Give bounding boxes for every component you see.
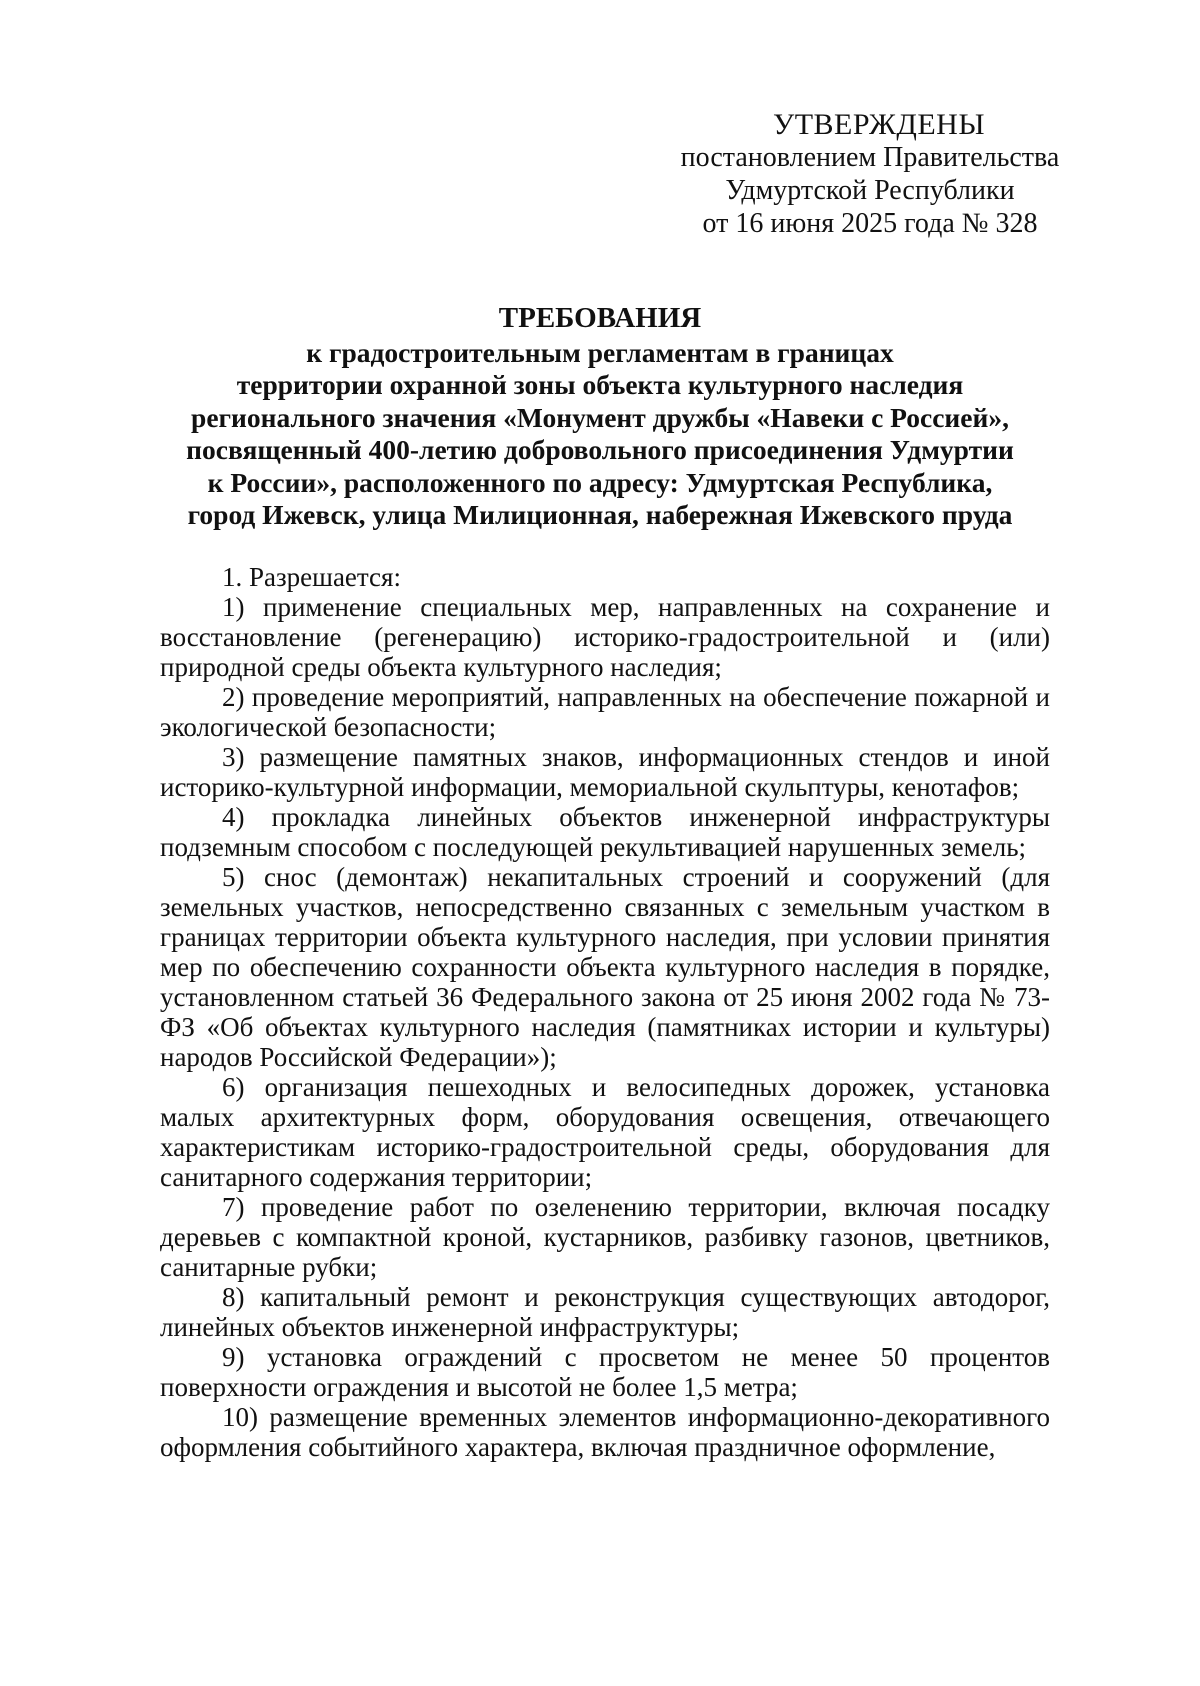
title-line: к России», расположенного по адресу: Удмуртская Республика, [207, 466, 993, 498]
approval-line-1: постановлением Правительства [680, 142, 1060, 173]
list-item: 7) проведение работ по озеленению территории, включая посадку деревьев с компактной кроной, кустарников, разбивку газонов, цветников, санитарные рубки; [160, 1192, 1050, 1282]
title-line: территории охранной зоны объекта культурного наследия [236, 369, 964, 400]
title-line: к градостроительным регламентам в границах [306, 336, 894, 368]
list-item: 1) применение специальных мер, направленных на сохранение и восстановление (регенерацию) историко-градостроительной и (или) природной среды объекта культурного наследия; [160, 592, 1050, 682]
list-item: 3) размещение памятных знаков, информационных стендов и иной историко-культурной информации, мемориальной скульптуры, кенотафов; [160, 742, 1050, 802]
section-heading: 1. Разрешается: [222, 562, 401, 592]
document-body [160, 562, 1050, 1462]
list-item: 2) проведение мероприятий, направленных на обеспечение пожарной и экологической безопасности; [160, 682, 1050, 742]
list-item: 8) капитальный ремонт и реконструкция существующих автодорог, линейных объектов инженерной инфраструктуры; [160, 1282, 1050, 1342]
list-item: 4) прокладка линейных объектов инженерной инфраструктуры подземным способом с последующей рекультивацией нарушенных земель; [160, 802, 1050, 862]
document-title [150, 302, 1050, 532]
list-item: 10) размещение временных элементов информационно-декоративного оформления событийного характера, включая праздничное оформление, [160, 1402, 1050, 1462]
title-line: посвященный 400-летию добровольного присоединения Удмуртии [186, 434, 1014, 465]
approval-title: УТВЕРЖДЕНЫ [772, 108, 986, 141]
list-item: 6) организация пешеходных и велосипедных дорожек, установка малых архитектурных форм, оборудования освещения, отвечающего характеристикам историко-градостроительной среды, оборудования для санитарного содержания территории; [160, 1072, 1050, 1192]
approval-line-2: Удмуртской Республики [725, 175, 1015, 206]
title-line: регионального значения «Монумент дружбы «Навеки с Россией», [191, 401, 1009, 433]
list-item: 5) снос (демонтаж) некапитальных строений и сооружений (для земельных участков, непосредственно связанных с земельным участком в границах территории объекта культурного наследия, при условии принятия мер по обеспечению сохранности объекта культурного наследия в порядке, установленном статьей 36 Федерального закона от 25 июня 2002 года № 73-ФЗ «Об объектах культурного наследия (памятниках истории и культуры) народов Российской Федерации»); [160, 862, 1050, 1072]
approval-block [660, 108, 1080, 240]
list-item: 9) установка ограждений с просветом не менее 50 процентов поверхности ограждения и высотой не более 1,5 метра; [160, 1342, 1050, 1402]
approval-line-3: от 16 июня 2025 года № 328 [702, 208, 1038, 239]
title-heading: ТРЕБОВАНИЯ [498, 302, 702, 334]
title-line: город Ижевск, улица Милиционная, набережная Ижевского пруда [187, 499, 1013, 530]
